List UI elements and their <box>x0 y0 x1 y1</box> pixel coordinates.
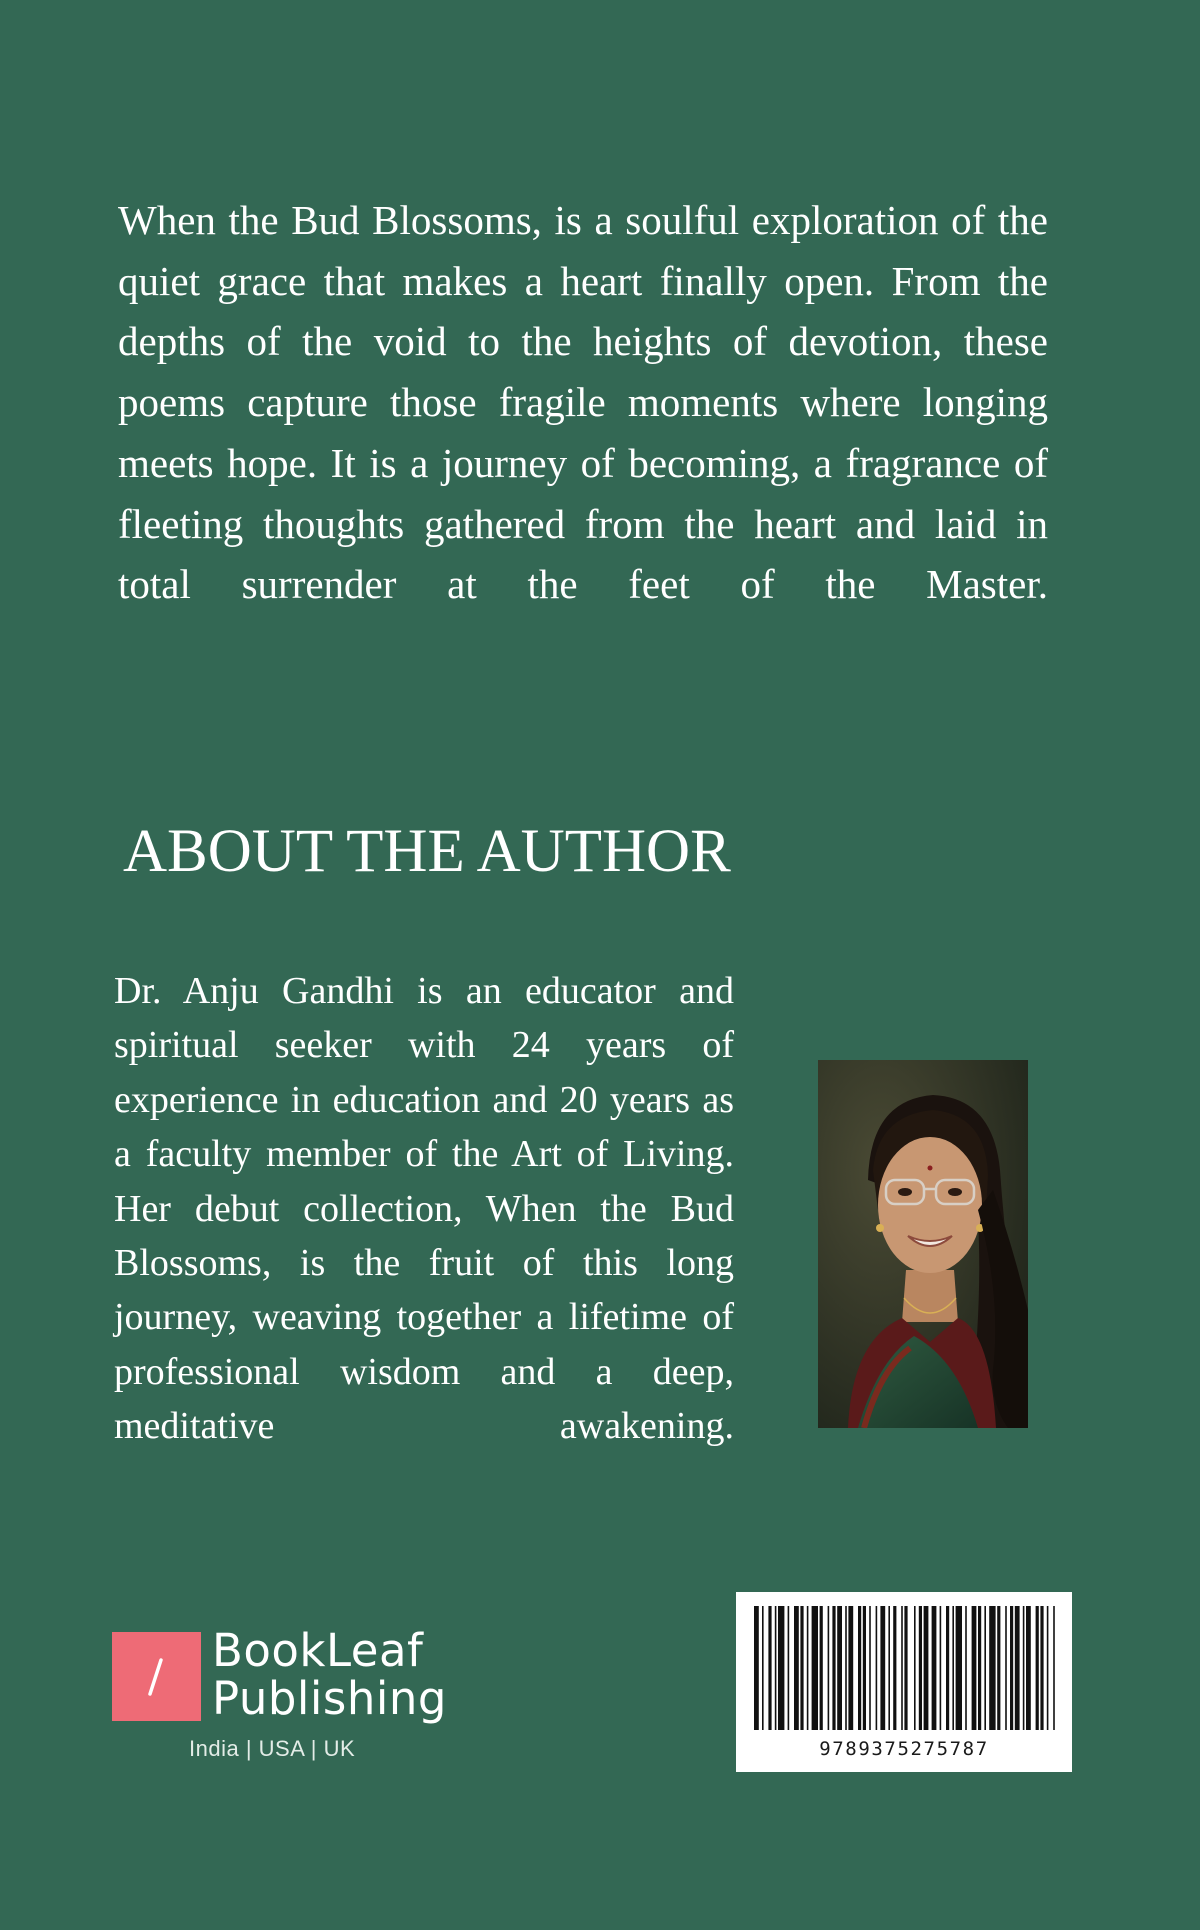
barcode-bar <box>1036 1606 1039 1730</box>
barcode-bar <box>1010 1606 1013 1730</box>
barcode-bar <box>978 1606 981 1730</box>
barcode-bar <box>820 1606 823 1730</box>
barcode-bar <box>1053 1606 1055 1730</box>
barcode-bars <box>736 1592 1072 1737</box>
barcode-bar <box>952 1606 954 1730</box>
barcode-bar <box>888 1606 890 1730</box>
barcode-bar <box>858 1606 861 1730</box>
barcode-bar <box>946 1606 949 1730</box>
barcode-bar <box>828 1606 830 1730</box>
barcode-bar <box>1015 1606 1020 1730</box>
barcode-bar <box>794 1606 799 1730</box>
barcode-bar <box>914 1606 916 1730</box>
barcode-bar <box>904 1606 907 1730</box>
barcode-bar <box>762 1606 764 1730</box>
barcode-bar <box>812 1606 818 1730</box>
barcode-bar <box>778 1606 784 1730</box>
barcode-bar <box>775 1606 777 1730</box>
publisher-logo <box>112 1624 452 1770</box>
barcode-bar <box>965 1606 967 1730</box>
barcode-bar <box>997 1606 1000 1730</box>
barcode-bar <box>768 1606 771 1730</box>
barcode-bar <box>972 1606 977 1730</box>
leaf-slash-icon <box>112 1632 201 1721</box>
barcode-bar <box>832 1606 835 1730</box>
barcode-bar <box>807 1606 809 1730</box>
isbn-number: 9789375275787 <box>819 1738 989 1760</box>
barcode-bar <box>1047 1606 1049 1730</box>
barcode-bar <box>1040 1606 1043 1730</box>
barcode-bar <box>893 1606 896 1730</box>
barcode-bar <box>940 1606 942 1730</box>
barcode-bar <box>1005 1606 1007 1730</box>
barcode-bar <box>956 1606 962 1730</box>
book-blurb: When the Bud Blossoms, is a soulful exploration of the quiet grace that makes a heart finally open. From the depths of the void to the heights of devotion, these poems capture those fragile moments where longing meets hope. It is a journey of becoming, a fragrance of fleeting thoughts gathered from the heart and laid in total surrender at the feet of the Master. <box>118 197 1048 608</box>
barcode-bar <box>880 1606 885 1730</box>
publisher-regions: India | USA | UK <box>189 1736 356 1761</box>
about-author-heading: ABOUT THE AUTHOR <box>123 818 731 885</box>
barcode-bar <box>800 1606 803 1730</box>
barcode-bar <box>984 1606 986 1730</box>
author-bio: Dr. Anju Gandhi is an educator and spiritual seeker with 24 years of experience in education and 20 years as a faculty member of the Art of Living. Her debut collection, When the Bud Blossoms, is the fruit of this long journey, weaving together a lifetime of professional wisdom and a deep, meditative awakening. <box>114 970 734 1448</box>
publisher-name-line1: BookLeaf <box>212 1624 424 1677</box>
barcode-bar <box>901 1606 903 1730</box>
barcode-bar <box>932 1606 937 1730</box>
isbn-barcode <box>736 1592 1072 1772</box>
barcode-bar <box>754 1606 759 1730</box>
barcode-bar <box>837 1606 842 1730</box>
publisher-name-line2: Publishing <box>212 1672 447 1725</box>
barcode-bar <box>848 1606 853 1730</box>
barcode-bar <box>876 1606 878 1730</box>
barcode-bar <box>845 1606 847 1730</box>
barcode-bar <box>919 1606 922 1730</box>
barcode-bar <box>924 1606 929 1730</box>
barcode-bar <box>1026 1606 1031 1730</box>
barcode-bar <box>788 1606 790 1730</box>
barcode-bar <box>863 1606 866 1730</box>
barcode-bar <box>1023 1606 1025 1730</box>
author-photo <box>818 1060 1028 1428</box>
barcode-bar <box>869 1606 871 1730</box>
barcode-bar <box>989 1606 995 1730</box>
